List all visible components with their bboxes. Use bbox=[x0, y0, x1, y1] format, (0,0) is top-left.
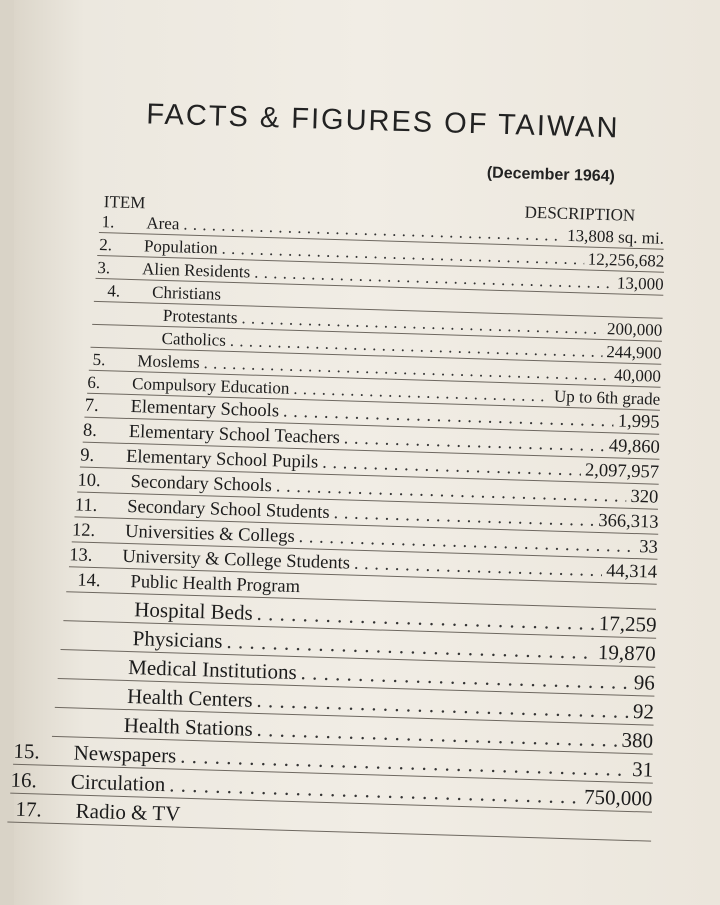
row-label: Secondary School Students bbox=[126, 496, 330, 523]
row-label: Circulation bbox=[70, 769, 166, 797]
row-value: 92 bbox=[632, 699, 655, 724]
row-value: Up to 6th grade bbox=[553, 386, 661, 409]
row-label: Health Centers bbox=[126, 684, 253, 712]
row-label: Physicians bbox=[132, 626, 223, 653]
row-label: Compulsory Education bbox=[131, 374, 290, 398]
row-value: 49,860 bbox=[608, 436, 661, 458]
book-page bbox=[10, 0, 720, 905]
row-label: Protestants bbox=[162, 305, 238, 328]
row-label: Newspapers bbox=[73, 740, 177, 768]
row-value: 2,097,957 bbox=[584, 460, 660, 483]
row-number: 5. bbox=[92, 349, 106, 370]
row-value: 13,000 bbox=[616, 273, 664, 294]
row-label: Elementary School Pupils bbox=[125, 446, 319, 473]
dot-leader bbox=[322, 453, 581, 482]
row-number: 13. bbox=[69, 545, 93, 566]
row-number: 15. bbox=[13, 738, 41, 764]
row-label: Secondary Schools bbox=[130, 472, 273, 497]
row-label: Medical Institutions bbox=[127, 655, 298, 685]
row-number: 2. bbox=[99, 235, 113, 255]
row-value: 33 bbox=[639, 537, 659, 558]
row-label: Hospital Beds bbox=[133, 597, 254, 625]
row-value: 320 bbox=[630, 486, 659, 508]
row-label: Population bbox=[143, 236, 218, 258]
row-value: 200,000 bbox=[606, 319, 663, 340]
row-number: 7. bbox=[84, 395, 99, 417]
column-header-item: ITEM bbox=[103, 192, 146, 213]
row-label: Christians bbox=[151, 282, 222, 304]
row-value: 13,808 sq. mi. bbox=[566, 225, 665, 248]
row-value: 31 bbox=[631, 757, 654, 782]
dot-leader bbox=[354, 554, 603, 582]
row-label: Catholics bbox=[161, 328, 227, 350]
row-value: 1,995 bbox=[617, 411, 660, 433]
dot-leader bbox=[333, 503, 594, 532]
row-number: 3. bbox=[97, 257, 111, 278]
row-label: Public Health Program bbox=[130, 572, 301, 598]
row-number: 17. bbox=[15, 796, 43, 822]
row-label: Universities & Collegs bbox=[124, 521, 295, 547]
row-label: Radio & TV bbox=[75, 798, 181, 826]
row-number: 1. bbox=[101, 212, 115, 232]
row-label: Elementary Schools bbox=[130, 397, 280, 422]
page-title: FACTS & FIGURES OF TAIWAN bbox=[145, 98, 620, 145]
row-label: Area bbox=[146, 213, 180, 234]
row-number: 16. bbox=[10, 767, 38, 793]
row-value: 17,259 bbox=[598, 611, 657, 637]
row-value: 19,870 bbox=[597, 639, 657, 666]
column-header-description: DESCRIPTION bbox=[524, 202, 636, 225]
row-label: University & College Students bbox=[122, 546, 351, 574]
row-value: 40,000 bbox=[613, 365, 662, 386]
row-value: 244,900 bbox=[606, 342, 662, 363]
row-label: Alien Residents bbox=[141, 259, 251, 282]
facts-table-sheet bbox=[10, 60, 720, 826]
row-number: 12. bbox=[71, 520, 96, 542]
row-number: 14. bbox=[77, 570, 101, 592]
row-label: Health Stations bbox=[123, 712, 254, 741]
page-subtitle: (December 1964) bbox=[486, 164, 616, 186]
row-value: 380 bbox=[621, 727, 654, 753]
row-value: 750,000 bbox=[583, 784, 653, 811]
row-value: 96 bbox=[633, 670, 656, 695]
dot-leader bbox=[344, 428, 606, 457]
row-number: 6. bbox=[87, 372, 101, 393]
row-value: 44,314 bbox=[605, 561, 658, 583]
row-value: 12,256,682 bbox=[587, 249, 665, 271]
row-number: 11. bbox=[74, 495, 98, 517]
row-label: Moslems bbox=[137, 351, 200, 373]
row-number: 8. bbox=[82, 420, 98, 442]
row-number: 9. bbox=[79, 445, 95, 466]
row-number: 4. bbox=[107, 281, 121, 301]
row-number: 10. bbox=[77, 470, 101, 492]
row-label: Elementary School Teachers bbox=[128, 421, 341, 449]
row-value: 366,313 bbox=[598, 510, 659, 533]
